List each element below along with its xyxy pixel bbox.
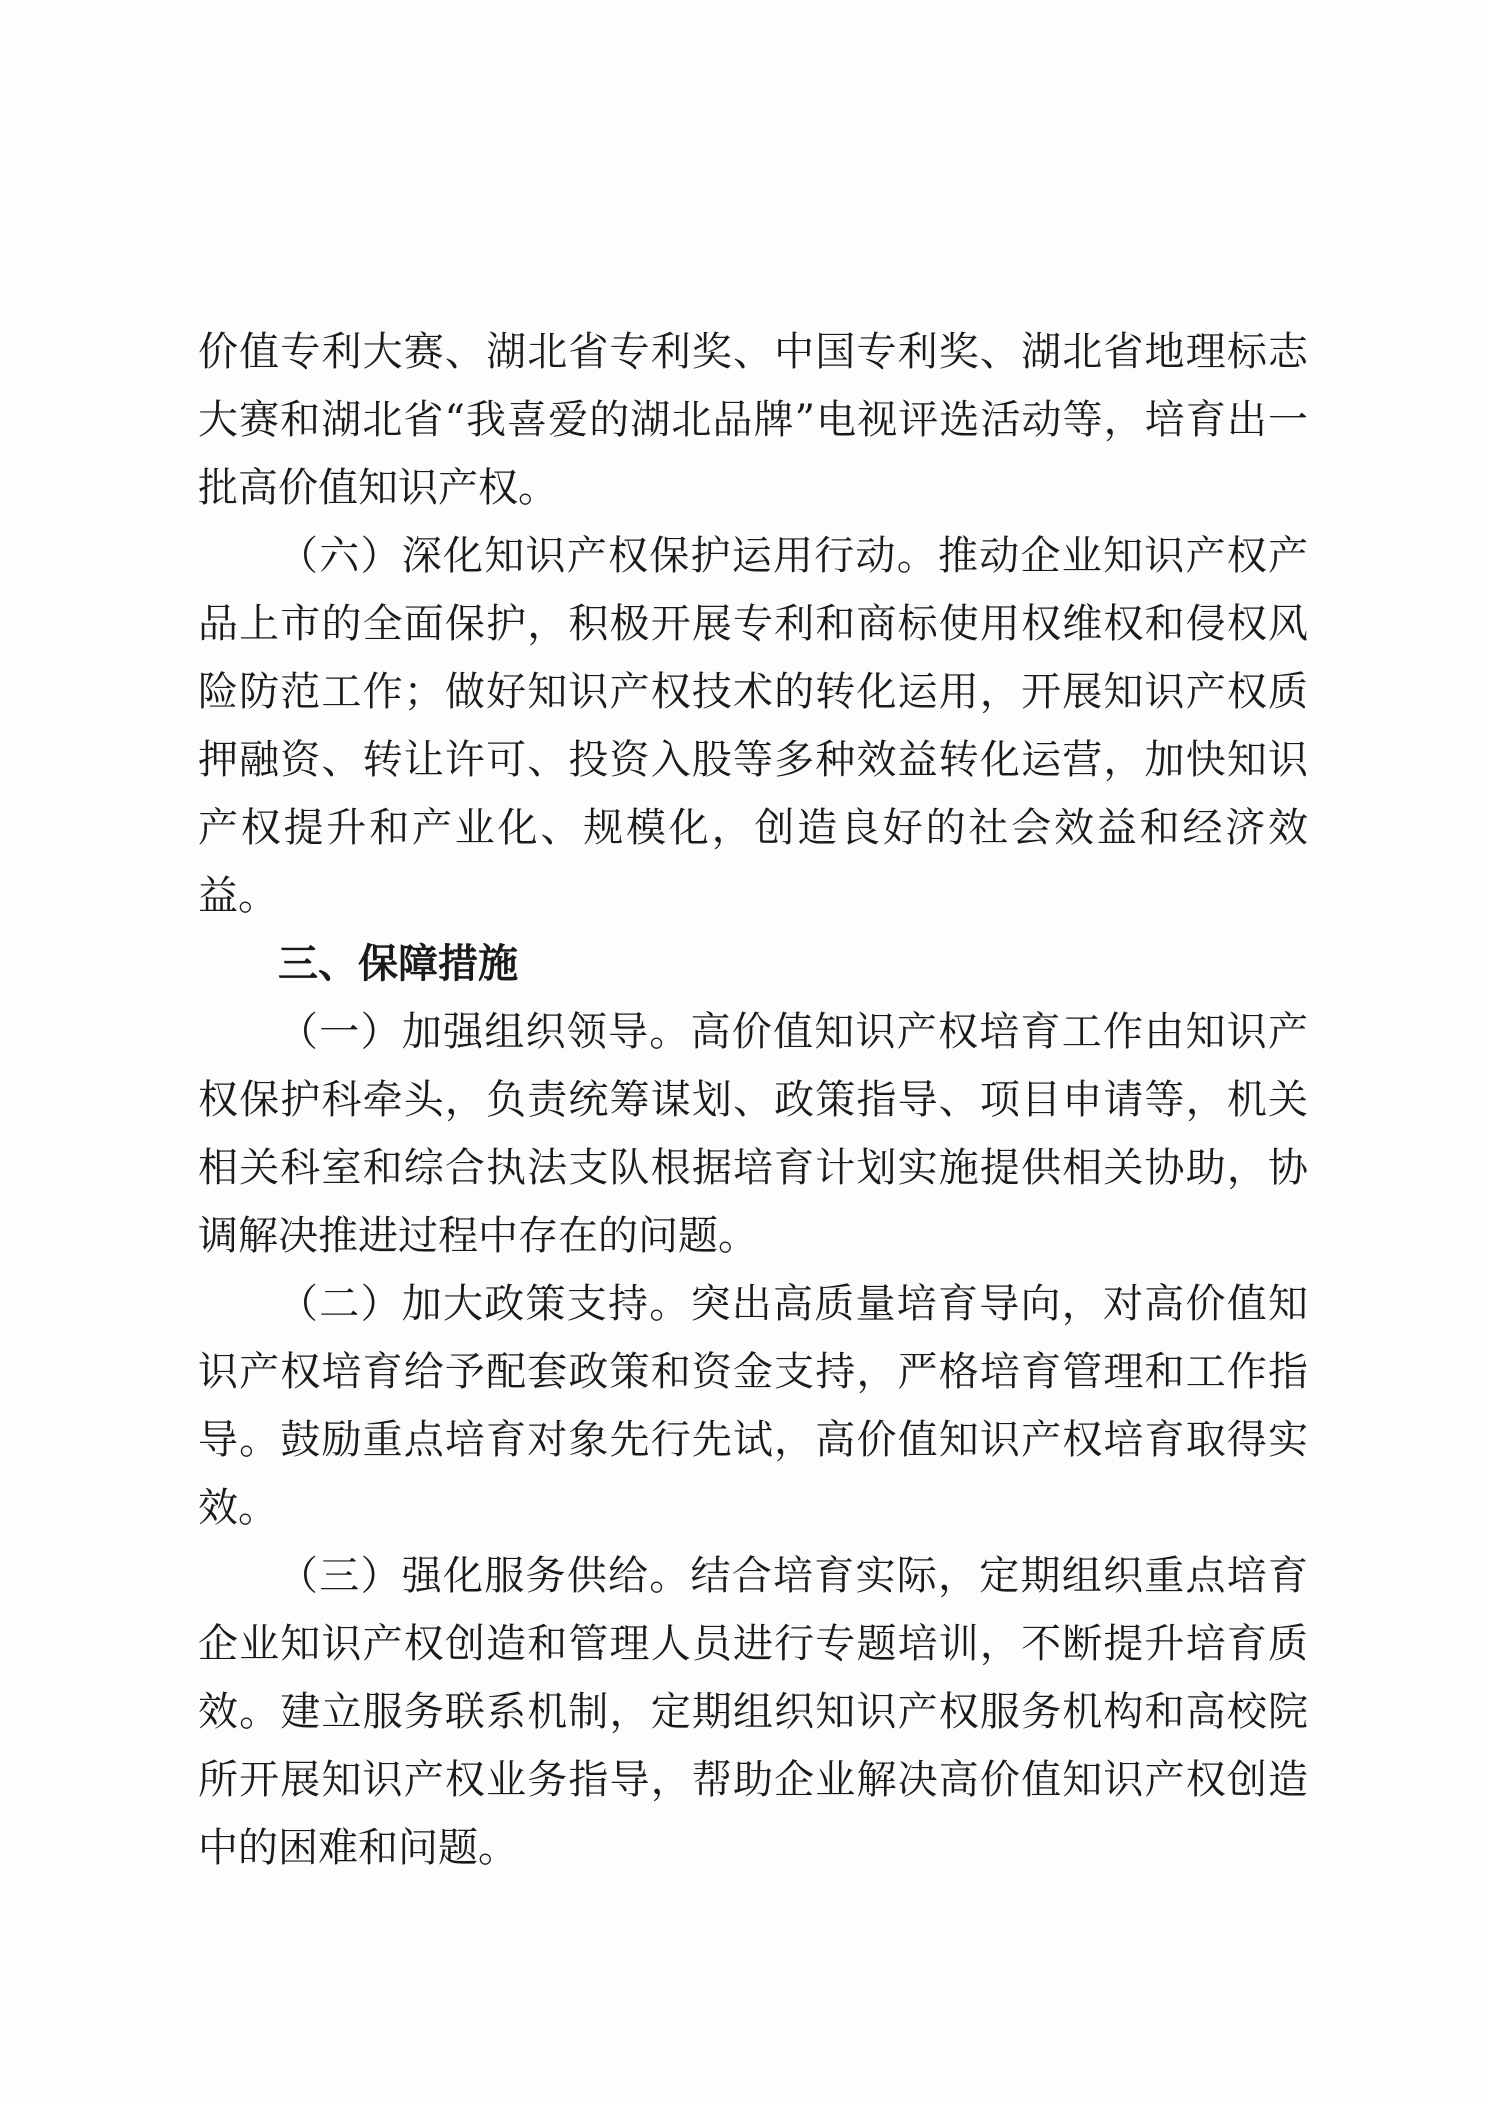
paragraph-item-6: （六）深化知识产权保护运用行动。推动企业知识产权产品上市的全面保护，积极开展专利和商标使用权维权和侵权风险防范工作；做好知识产权技术的转化运用，开展知识产权质押融资、转让许可、投资入股等多种效益转化运营，加快知识产权提升和产业化、规模化，创造良好的社会效益和经济效益。 (198, 533, 1308, 919)
paragraph-measure-2: （二）加大政策支持。突出高质量培育导向，对高价值知识产权培育给予配套政策和资金支持，严格培育管理和工作指导。鼓励重点培育对象先行先试，高价值知识产权培育取得实效。 (198, 1281, 1308, 1531)
document-body (198, 318, 1308, 1882)
paragraph-measure-1: （一）加强组织领导。高价值知识产权培育工作由知识产权保护科牵头，负责统筹谋划、政策指导、项目申请等，机关相关科室和综合执法支队根据培育计划实施提供相关协助，协调解决推进过程中存在的问题。 (198, 1009, 1308, 1259)
paragraph-continuation: 价值专利大赛、湖北省专利奖、中国专利奖、湖北省地理标志大赛和湖北省“我喜爱的湖北品牌”电视评选活动等，培育出一批高价值知识产权。 (198, 329, 1308, 511)
paragraph-measure-3: （三）强化服务供给。结合培育实际，定期组织重点培育企业知识产权创造和管理人员进行专题培训，不断提升培育质效。建立服务联系机制，定期组织知识产权服务机构和高校院所开展知识产权业务指导，帮助企业解决高价值知识产权创造中的困难和问题。 (198, 1553, 1308, 1871)
section-heading: 三、保障措施 (278, 941, 518, 987)
